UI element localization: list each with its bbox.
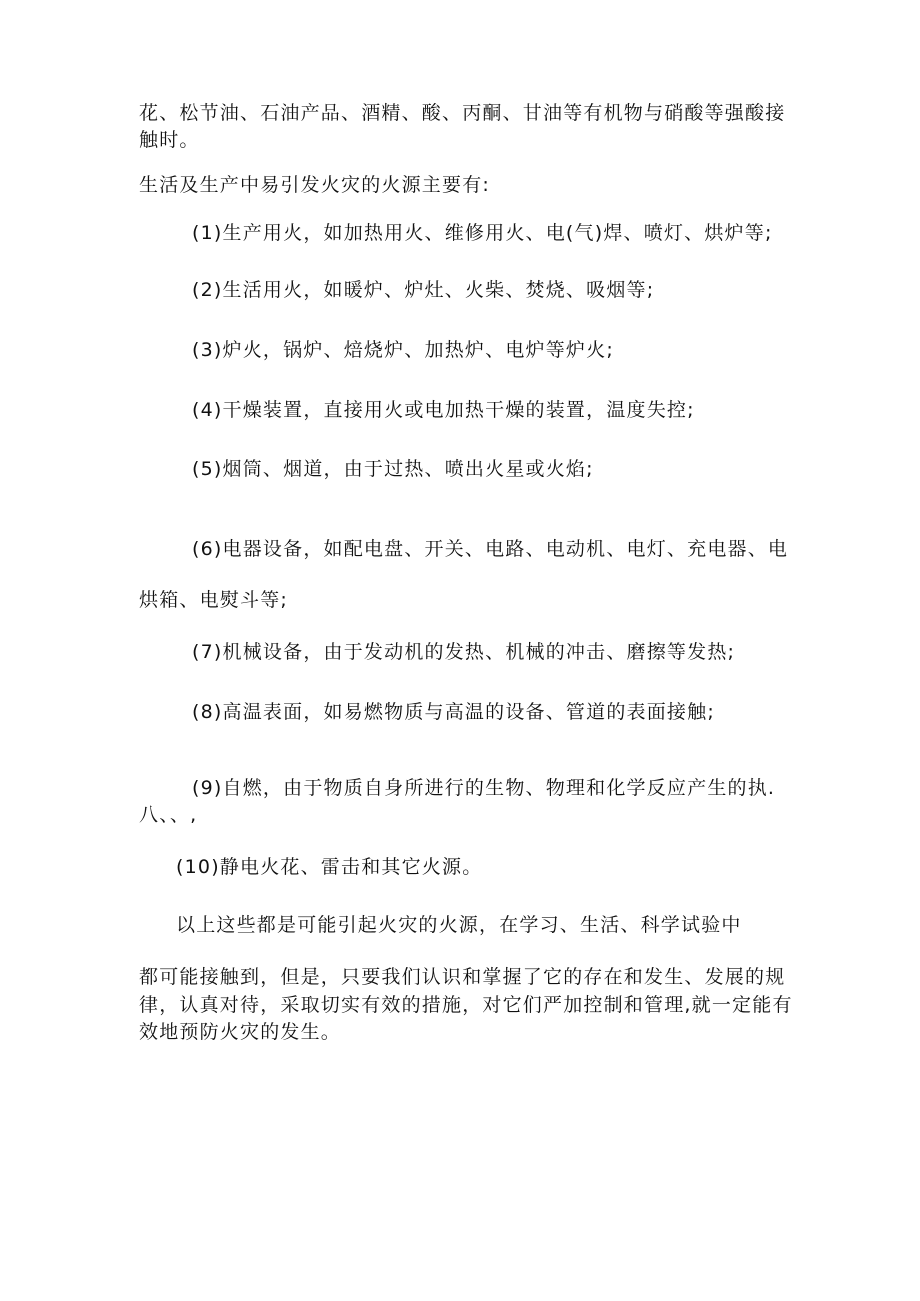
- text-line-summary-3: 律，认真对待，采取切实有效的措施，对它们严加控制和管理,就一定能有: [139, 994, 793, 1016]
- text-line-summary-4: 效地预防火灾的发生。: [139, 1021, 342, 1043]
- text-line-1: 花、松节油、石油产品、酒精、酸、丙酮、甘油等有机物与硝酸等强酸接: [139, 102, 786, 124]
- list-item-5: (5)烟筒、烟道，由于过热、喷出火星或火焰;: [192, 458, 594, 480]
- list-item-8: (8)高温表面，如易燃物质与高温的设备、管道的表面接触;: [192, 701, 715, 723]
- list-item-9: (9)自燃，由于物质自身所进行的生物、物理和化学反应产生的执.: [192, 777, 776, 799]
- list-item-2: (2)生活用火，如暖炉、炉灶、火柴、焚烧、吸烟等;: [192, 279, 655, 301]
- list-item-4: (4)干燥装置，直接用火或电加热干燥的装置，温度失控;: [192, 399, 695, 421]
- text-line-summary-2: 都可能接触到，但是，只要我们认识和掌握了它的存在和发生、发展的规: [139, 966, 786, 988]
- text-line-2: 触时。: [139, 129, 200, 151]
- list-item-9-continued: 八、、,: [139, 804, 198, 826]
- list-item-3: (3)炉火，锅炉、焙烧炉、加热炉、电炉等炉火;: [192, 339, 614, 361]
- list-item-6-continued: 烘箱、电熨斗等;: [139, 589, 289, 611]
- list-item-1: (1)生产用火，如加热用火、维修用火、电(气)焊、喷灯、烘炉等;: [192, 222, 773, 244]
- list-item-7: (7)机械设备，由于发动机的发热、机械的冲击、磨擦等发热;: [192, 641, 736, 663]
- text-line-summary-1: 以上这些都是可能引起火灾的火源，在学习、生活、科学试验中: [176, 914, 742, 936]
- text-line-3: 生活及生产中易引发火灾的火源主要有:: [139, 174, 491, 196]
- list-item-6: (6)电器设备，如配电盘、开关、电路、电动机、电灯、充电器、电: [192, 538, 789, 560]
- list-item-10: (10)静电火花、雷击和其它火源。: [176, 856, 483, 878]
